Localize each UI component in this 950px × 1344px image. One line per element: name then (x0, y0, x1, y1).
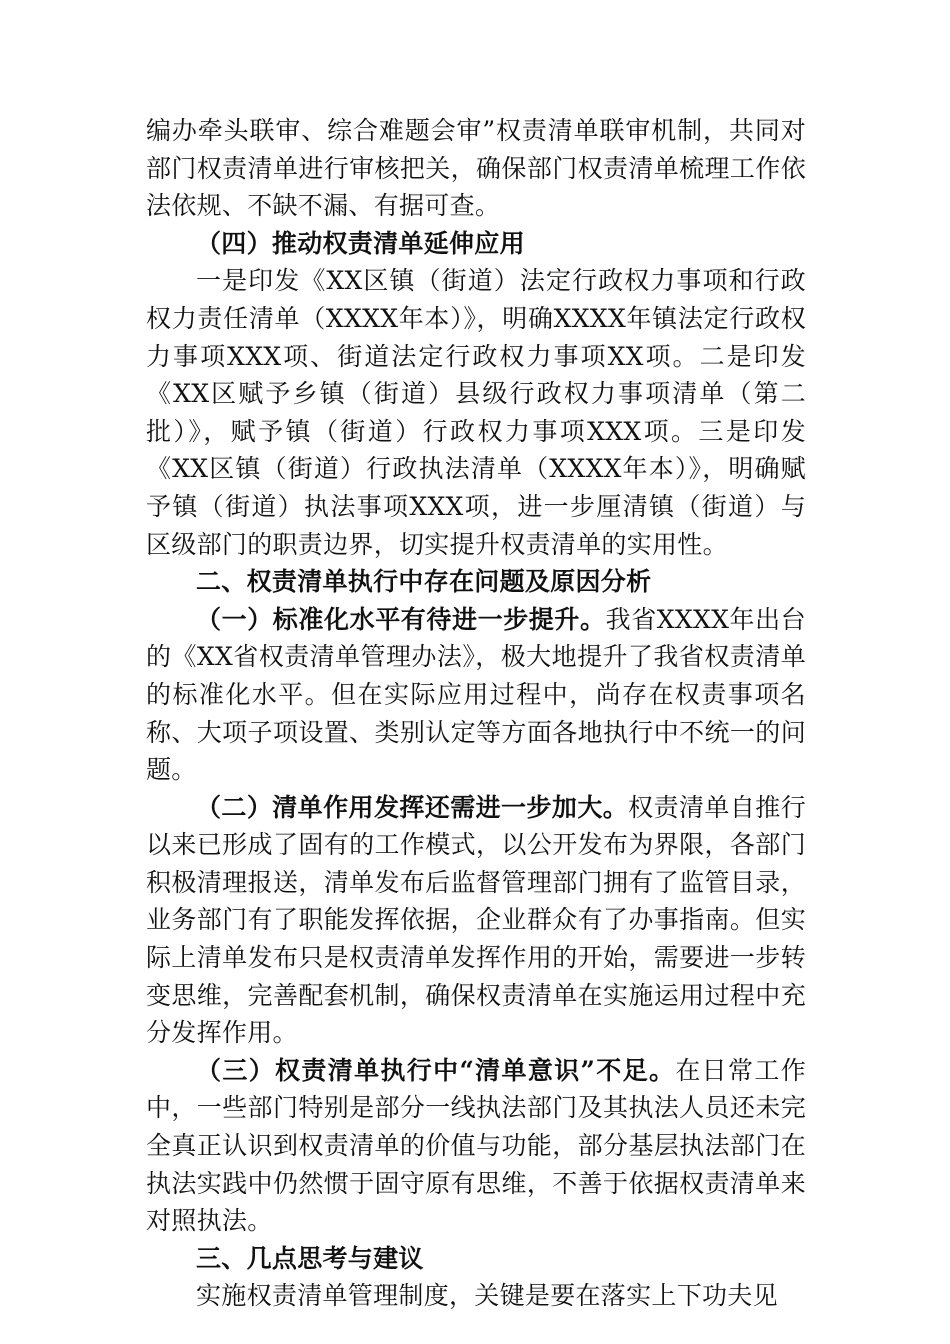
paragraph-standardization (146, 601, 806, 789)
section-heading-2: 二、权责清单执行中存在问题及原因分析 (196, 567, 652, 597)
paragraph-extended-application: 一是印发《XX区镇（街道）法定行政权力事项和行政权力责任清单（XXXX年本）》，明确XXXX年镇法定行政权力事项XXX项、街道法定行政权力事项XX项。二是印发《XX区赋予乡镇（街道）县级行政权力事项清单（第二批）》，赋予镇（街道）行政权力事项XXX项。三是印发《XX区镇（街道）行政执法清单（XXXX年本）》，明确赋予镇（街道）执法事项XXX项，进一步厘清镇（街道）与区级部门的职责边界，切实提升权责清单的实用性。 (146, 266, 806, 559)
paragraph-suggestions: 实施权责清单管理制度，关键是要在落实上下功夫见 (196, 1281, 778, 1311)
section-heading-3: 三、几点思考与建议 (196, 1243, 424, 1273)
paragraph-list-awareness (146, 1052, 806, 1240)
paragraph-lead-2: （二）清单作用发挥还需进一步加大。 (196, 792, 629, 822)
document-page (146, 112, 806, 1315)
paragraph-body-1: 我省XXXX年出台的《XX省权责清单管理办法》，极大地提升了我省权责清单的标准化水平。但在实际应用过程中，尚存在权责事项名称、大项子项设置、类别认定等方面各地执行中不统一的问题。 (146, 604, 806, 785)
paragraph-continued: 编办牵头联审、综合难题会审”权责清单联审机制，共同对部门权责清单进行审核把关，确保部门权责清单梳理工作依法依规、不缺不漏、有据可查。 (146, 116, 806, 221)
paragraph-lead-1: （一）标准化水平有待进一步提升。 (196, 604, 606, 634)
paragraph-body-2: 权责清单自推行以来已形成了固有的工作模式，以公开发布为界限，各部门积极清理报送，清单发布后监督管理部门拥有了监管目录，业务部门有了职能发挥依据，企业群众有了办事指南。但实际上清单发布只是权责清单发挥作用的开始，需要进一步转变思维，完善配套机制，确保权责清单在实施运用过程中充分发挥作用。 (146, 792, 806, 1048)
subheading-4: （四）推动权责清单延伸应用 (196, 228, 525, 258)
paragraph-lead-3: （三）权责清单执行中“清单意识”不足。 (196, 1055, 676, 1085)
paragraph-list-function (146, 789, 806, 1052)
paragraph-body-3: 在日常工作中，一些部门特别是部分一线执法部门及其执法人员还未完全真正认识到权责清单的价值与功能，部分基层执法部门在执法实践中仍然惯于固守原有思维，不善于依据权责清单来对照执法。 (146, 1055, 806, 1236)
